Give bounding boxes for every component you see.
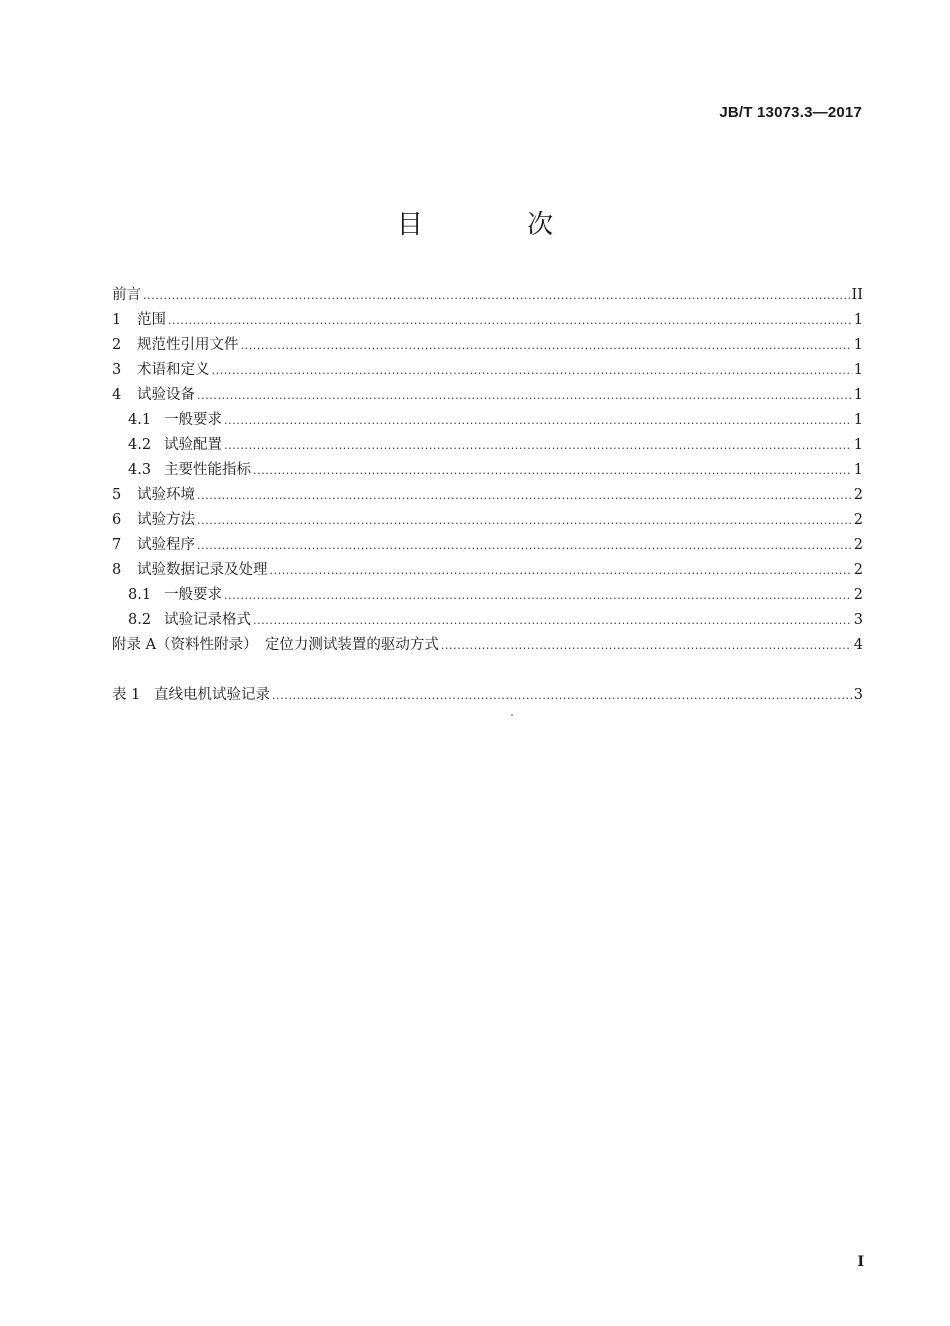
toc-entries [112, 283, 863, 658]
toc-entry-page: 1 [853, 362, 863, 378]
toc-entry-title: 前言 [112, 287, 141, 303]
toc-entry-number: 4.3 [128, 462, 152, 478]
dot-leader [253, 608, 852, 633]
toc-entry-number: 8.2 [128, 612, 152, 628]
toc-entry-title: 试验配置 [164, 437, 222, 453]
toc-entry-page: 2 [853, 587, 863, 603]
dot-leader [224, 583, 852, 608]
toc-entry[interactable] [112, 433, 863, 458]
toc-entry-number: 1 [112, 312, 122, 328]
toc-entry[interactable] [112, 483, 863, 508]
toc-entry-page: II [851, 287, 863, 303]
standard-code: JB/T 13073.3—2017 [719, 104, 862, 121]
page-title: 目 次 [396, 210, 602, 240]
dot-leader [253, 458, 852, 483]
toc-entry-number: 7 [112, 537, 122, 553]
toc-entry-page: 1 [853, 337, 863, 353]
toc-entry[interactable] [112, 633, 863, 658]
toc-entry-number: 2 [112, 337, 122, 353]
toc-entry-page: 2 [853, 537, 863, 553]
toc-entry-page: 2 [853, 512, 863, 528]
toc-entry-title: 试验程序 [137, 537, 195, 553]
toc-entry-page: 2 [853, 562, 863, 578]
toc-entry[interactable] [112, 408, 863, 433]
toc-entry-page: 1 [853, 387, 863, 403]
dot-leader [224, 433, 852, 458]
dot-leader [197, 533, 852, 558]
page-number: I [857, 1254, 864, 1270]
toc-entry[interactable] [112, 458, 863, 483]
toc-entry-page: 3 [853, 612, 863, 628]
toc-entry-title: 附录 A（资料性附录） 定位力测试装置的驱动方式 [112, 637, 439, 653]
toc-entry-title: 试验记录格式 [164, 612, 251, 628]
toc-entry-number: 3 [112, 362, 122, 378]
toc-entry-number: 6 [112, 512, 122, 528]
toc-entry-title: 试验方法 [137, 512, 195, 528]
toc-entry-title: 范围 [137, 312, 166, 328]
toc-entry-title: 规范性引用文件 [137, 337, 239, 353]
toc-entry-number: 4.1 [128, 412, 152, 428]
toc-entry-number: 4 [112, 387, 122, 403]
table-entry-title: 直线电机试验记录 [154, 687, 270, 703]
toc-entry-page: 1 [853, 412, 863, 428]
toc-entry[interactable] [112, 558, 863, 583]
dot-leader [441, 633, 852, 658]
table-entry[interactable] [112, 683, 863, 708]
toc-entry-page: 4 [853, 637, 863, 653]
toc-entry-title: 一般要求 [164, 587, 222, 603]
toc-entry-number: 8.1 [128, 587, 152, 603]
toc-entry-number: 5 [112, 487, 122, 503]
toc-entry[interactable] [112, 583, 863, 608]
toc-entry-page: 2 [853, 487, 863, 503]
toc-gap [112, 658, 863, 683]
toc-entry-title: 试验设备 [137, 387, 195, 403]
toc-entry-title: 试验环境 [137, 487, 195, 503]
toc-entry[interactable] [112, 333, 863, 358]
toc-entry-title: 试验数据记录及处理 [137, 562, 268, 578]
toc-entry-number: 4.2 [128, 437, 152, 453]
toc-entry[interactable] [112, 308, 863, 333]
table-entry-page: 3 [853, 687, 863, 703]
toc-entry-page: 1 [853, 312, 863, 328]
dot-leader [197, 383, 852, 408]
toc-entry-title: 主要性能指标 [164, 462, 251, 478]
dot-leader [272, 683, 852, 708]
toc-entry[interactable] [112, 358, 863, 383]
toc-entry[interactable] [112, 508, 863, 533]
toc-entry-page: 1 [853, 437, 863, 453]
dot-leader [197, 483, 852, 508]
table-entry-number: 表 1 [112, 687, 141, 703]
toc-entry[interactable] [112, 283, 863, 308]
toc-entry-number: 8 [112, 562, 122, 578]
dot-leader [212, 358, 852, 383]
toc-entry-page: 1 [853, 462, 863, 478]
table-of-contents [112, 283, 863, 708]
toc-entry[interactable] [112, 608, 863, 633]
dot-leader [224, 408, 852, 433]
dot-leader [143, 283, 850, 308]
toc-entry-title: 一般要求 [164, 412, 222, 428]
dot-leader [270, 558, 852, 583]
toc-entry[interactable] [112, 383, 863, 408]
dot-leader [241, 333, 852, 358]
dot-leader [168, 308, 852, 333]
scan-speck [511, 714, 513, 716]
toc-entry-title: 术语和定义 [137, 362, 210, 378]
table-list [112, 683, 863, 708]
toc-entry[interactable] [112, 533, 863, 558]
dot-leader [197, 508, 852, 533]
